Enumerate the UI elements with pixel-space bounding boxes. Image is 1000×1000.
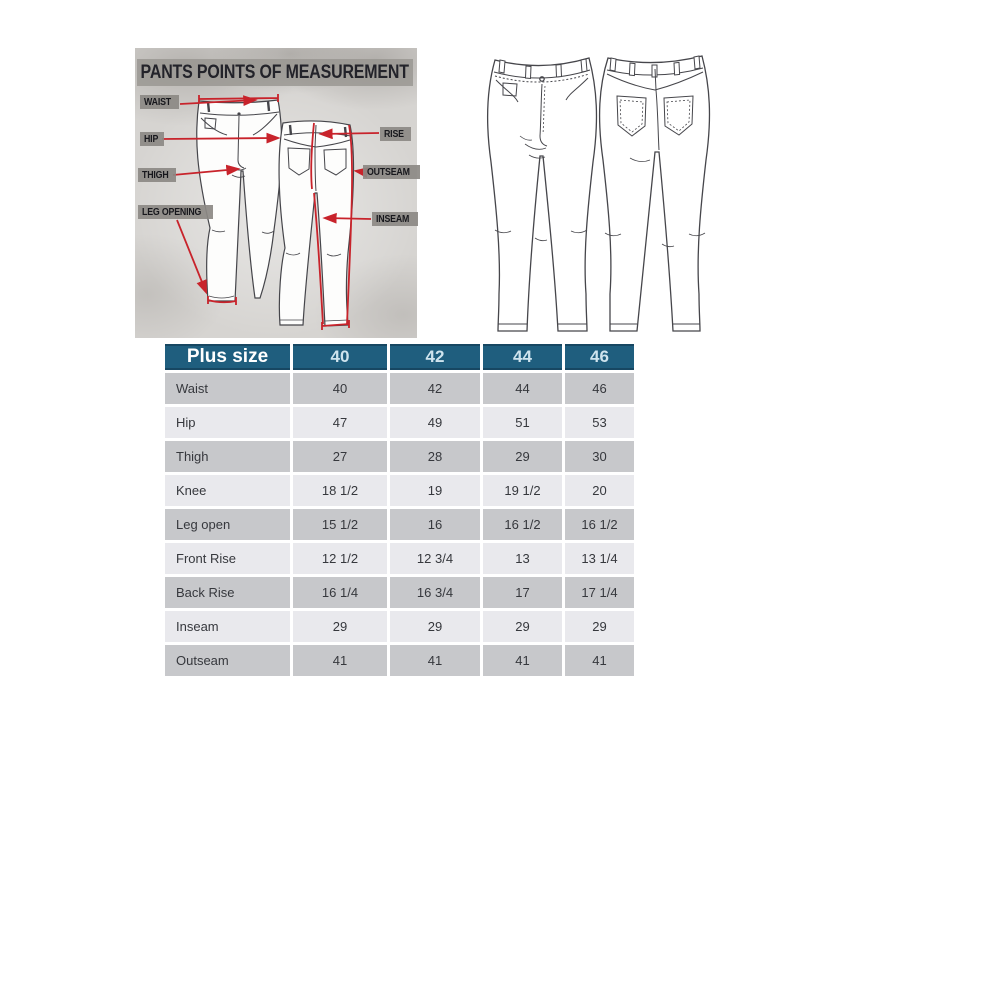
measurement-label-inseam: INSEAM — [372, 212, 418, 226]
table-cell: 18 1/2 — [293, 475, 387, 506]
table-cell: 47 — [293, 407, 387, 438]
table-cell: 12 3/4 — [390, 543, 480, 574]
table-cell: 44 — [483, 373, 562, 404]
measurement-label-outseam: OUTSEAM — [363, 165, 420, 179]
table-cell: 19 — [390, 475, 480, 506]
jeans-back-view — [600, 56, 710, 331]
table-cell: 29 — [390, 611, 480, 642]
jeans-flat-sketch — [470, 38, 730, 340]
table-cell: 15 1/2 — [293, 509, 387, 540]
table-cell: 29 — [565, 611, 634, 642]
measurement-label-rise: RISE — [380, 127, 411, 141]
table-cell: 30 — [565, 441, 634, 472]
row-label-inseam: Inseam — [165, 611, 290, 642]
row-label-front-rise: Front Rise — [165, 543, 290, 574]
diagram-title: PANTS POINTS OF MEASUREMENT — [137, 59, 413, 86]
table-cell: 16 1/4 — [293, 577, 387, 608]
table-cell: 29 — [483, 611, 562, 642]
table-cell: 29 — [483, 441, 562, 472]
table-cell: 51 — [483, 407, 562, 438]
measurement-label-waist: WAIST — [140, 95, 179, 109]
table-cell: 13 1/4 — [565, 543, 634, 574]
table-cell: 41 — [565, 645, 634, 676]
table-cell: 41 — [390, 645, 480, 676]
table-cell: 20 — [565, 475, 634, 506]
table-cell: 53 — [565, 407, 634, 438]
table-cell: 41 — [293, 645, 387, 676]
table-cell: 16 1/2 — [565, 509, 634, 540]
table-cell: 19 1/2 — [483, 475, 562, 506]
table-cell: 49 — [390, 407, 480, 438]
measurement-diagram-art — [135, 48, 417, 338]
measurement-diagram — [135, 48, 417, 338]
table-cell: 16 — [390, 509, 480, 540]
table-cell: 46 — [565, 373, 634, 404]
measurement-label-hip: HIP — [140, 132, 164, 146]
row-label-thigh: Thigh — [165, 441, 290, 472]
front-pants-sketch — [197, 100, 282, 301]
size-chart-header-size-44: 44 — [483, 344, 562, 370]
table-cell: 17 — [483, 577, 562, 608]
size-chart-header-size-42: 42 — [390, 344, 480, 370]
table-cell: 16 3/4 — [390, 577, 480, 608]
table-cell: 27 — [293, 441, 387, 472]
jeans-front-view — [488, 58, 597, 331]
size-chart-header-title: Plus size — [165, 344, 290, 370]
table-cell: 42 — [390, 373, 480, 404]
row-label-back-rise: Back Rise — [165, 577, 290, 608]
table-cell: 13 — [483, 543, 562, 574]
row-label-knee: Knee — [165, 475, 290, 506]
row-label-hip: Hip — [165, 407, 290, 438]
size-chart-header-size-40: 40 — [293, 344, 387, 370]
size-chart-header-size-46: 46 — [565, 344, 634, 370]
table-cell: 40 — [293, 373, 387, 404]
row-label-leg-open: Leg open — [165, 509, 290, 540]
table-cell: 41 — [483, 645, 562, 676]
table-cell: 16 1/2 — [483, 509, 562, 540]
table-cell: 12 1/2 — [293, 543, 387, 574]
row-label-outseam: Outseam — [165, 645, 290, 676]
table-cell: 29 — [293, 611, 387, 642]
row-label-waist: Waist — [165, 373, 290, 404]
table-cell: 17 1/4 — [565, 577, 634, 608]
measurement-label-leg-opening: LEG OPENING — [138, 205, 213, 219]
table-cell: 28 — [390, 441, 480, 472]
size-chart-table — [165, 344, 634, 676]
measurement-label-thigh: THIGH — [138, 168, 176, 182]
